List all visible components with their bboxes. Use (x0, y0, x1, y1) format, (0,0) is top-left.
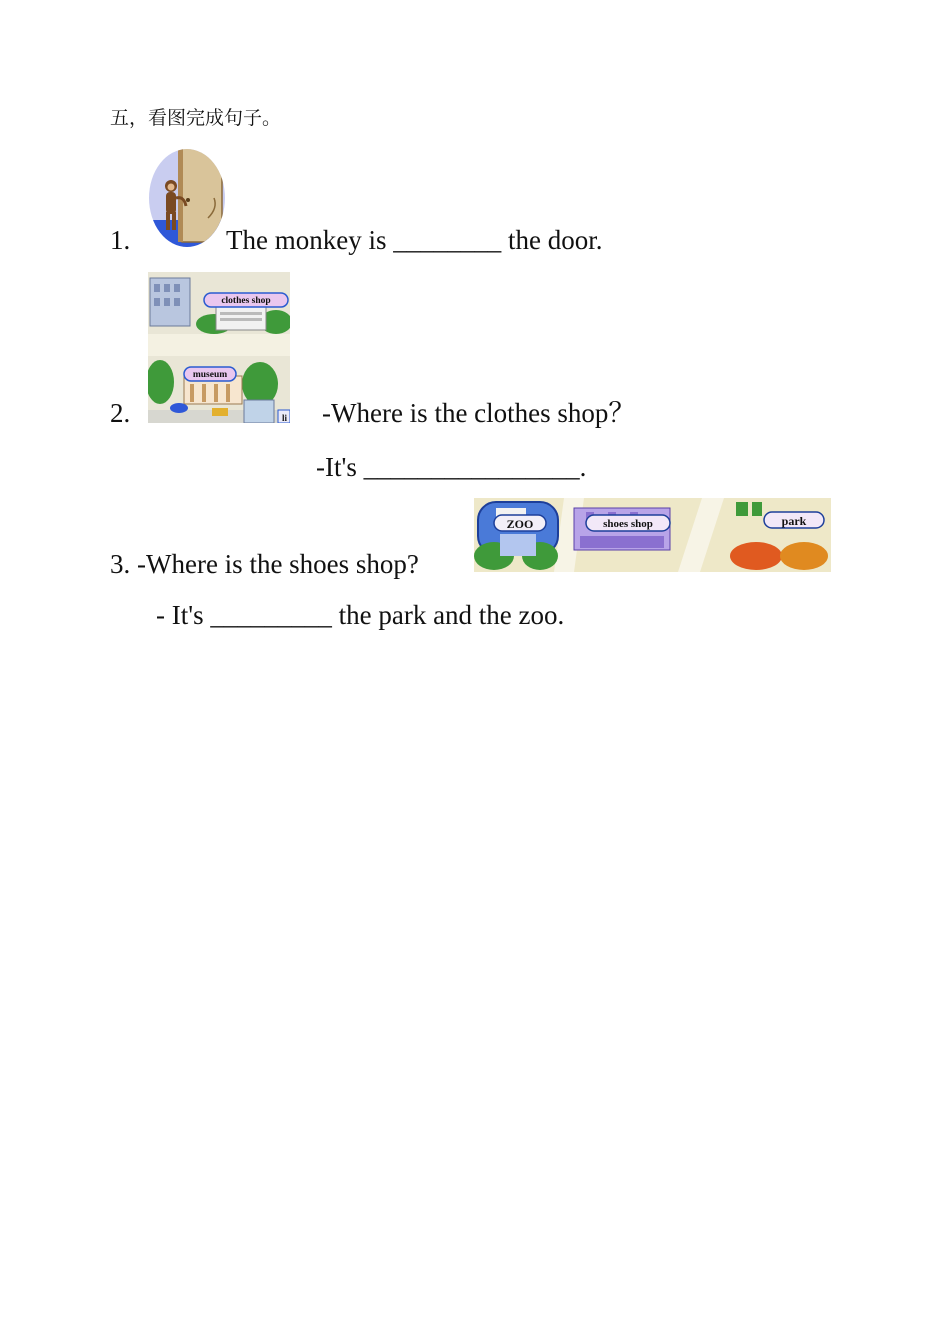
monkey-door-picture (148, 148, 226, 248)
q1-number: 1. (110, 225, 131, 255)
q3-answer: - It's _________ the park and the zoo. (156, 600, 565, 630)
q3-question: 3. -Where is the shoes shop? (110, 549, 419, 579)
museum-label: museum (192, 370, 228, 380)
q1-sentence: The monkey is ________ the door. (226, 225, 603, 255)
shoes-shop-label: shoes shop (603, 518, 653, 530)
town-map-picture-2 (474, 498, 831, 572)
q2-answer: -It's ________________. (316, 452, 587, 482)
q2-question: -Where is the clothes shop？ (322, 398, 636, 428)
partial-label: li (282, 413, 288, 423)
section-heading: 五，看图完成句子。 (110, 107, 282, 129)
clothes-shop-label: clothes shop (221, 296, 271, 306)
q2-number: 2. (110, 398, 131, 428)
park-label: park (781, 514, 807, 528)
zoo-label: ZOO (506, 517, 534, 531)
town-map-picture-1 (148, 272, 290, 423)
